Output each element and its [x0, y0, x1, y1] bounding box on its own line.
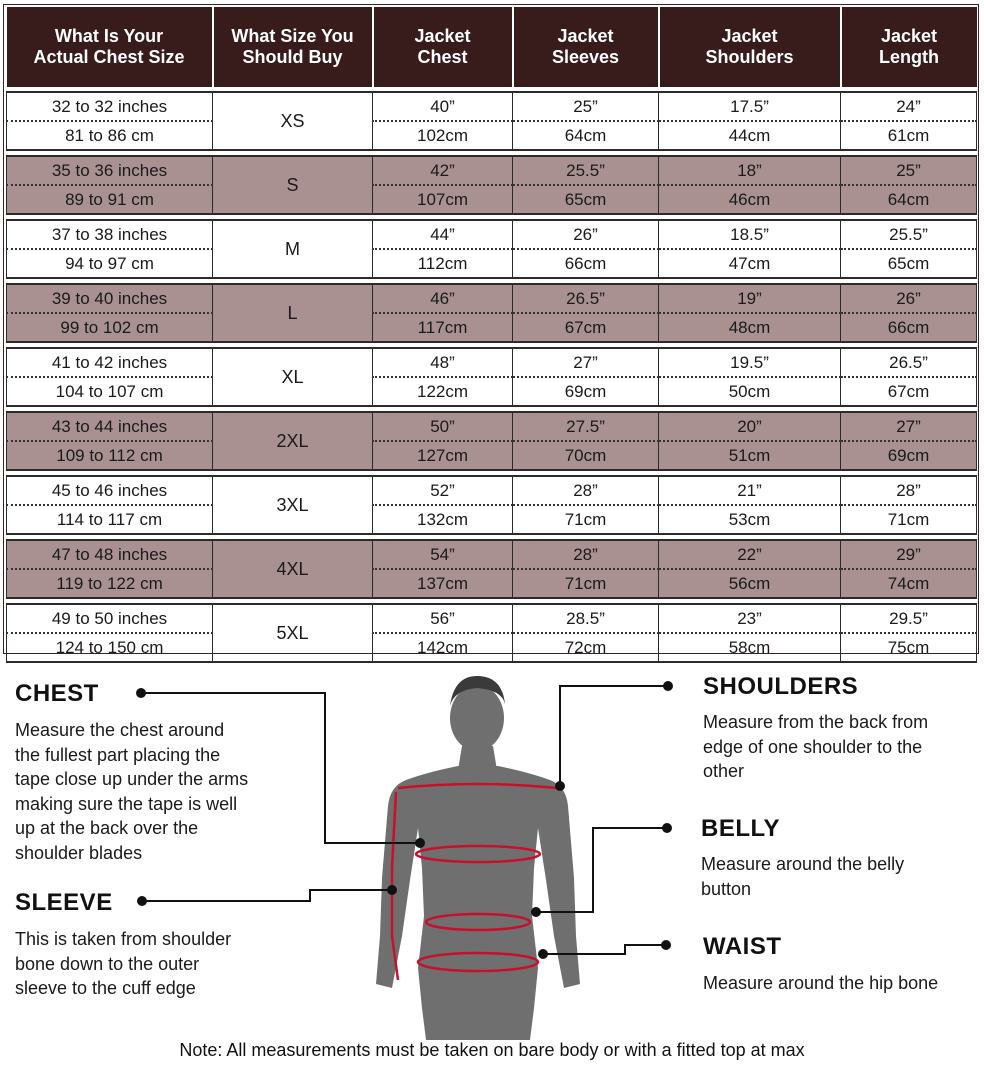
table-row-cm [7, 633, 977, 662]
waist-description: Measure around the hip bone [703, 973, 939, 993]
cell-length-inches: 26” [841, 284, 977, 313]
cell-jacket-chest-inches: 48” [373, 348, 513, 377]
belly-heading: BELLY [701, 815, 780, 842]
shoulders-heading: SHOULDERS [703, 673, 859, 700]
cell-shoulders-cm: 48cm [659, 313, 841, 342]
cell-jacket-chest-cm: 142cm [373, 633, 513, 662]
cell-shoulders-cm: 51cm [659, 441, 841, 470]
cell-actual-chest-inches: 35 to 36 inches [7, 156, 213, 185]
header-jacket-sleeves: Jacket Sleeves [513, 7, 659, 87]
cell-length-cm: 67cm [841, 377, 977, 406]
header-actual-chest: What Is Your Actual Chest Size [7, 7, 213, 87]
cell-jacket-chest-inches: 44” [373, 220, 513, 249]
cell-size: L [213, 284, 373, 342]
cell-jacket-chest-cm: 102cm [373, 121, 513, 150]
cell-actual-chest-inches: 37 to 38 inches [7, 220, 213, 249]
shoulders-description: Measure from the back from edge of one shoulder to the other [703, 712, 929, 781]
table-row-cm [7, 249, 977, 278]
cell-shoulders-inches: 21” [659, 476, 841, 505]
table-row [7, 604, 977, 633]
chest-description: Measure the chest around the fullest part placing the tape close up under the arms making sure the tape is well up at the back over the shoulder blades [15, 720, 249, 863]
cell-shoulders-inches: 22” [659, 540, 841, 569]
cell-actual-chest-cm: 109 to 112 cm [7, 441, 213, 470]
cell-size: 5XL [213, 604, 373, 662]
cell-sleeves-inches: 27” [513, 348, 659, 377]
cell-shoulders-inches: 18.5” [659, 220, 841, 249]
cell-jacket-chest-inches: 56” [373, 604, 513, 633]
cell-length-inches: 26.5” [841, 348, 977, 377]
cell-actual-chest-cm: 119 to 122 cm [7, 569, 213, 598]
sleeve-description: This is taken from shoulder bone down to the outer sleeve to the cuff edge [15, 929, 232, 998]
cell-jacket-chest-inches: 46” [373, 284, 513, 313]
cell-size: 4XL [213, 540, 373, 598]
cell-actual-chest-inches: 43 to 44 inches [7, 412, 213, 441]
cell-shoulders-cm: 47cm [659, 249, 841, 278]
cell-jacket-chest-cm: 122cm [373, 377, 513, 406]
cell-length-inches: 28” [841, 476, 977, 505]
table-row [7, 412, 977, 441]
cell-actual-chest-cm: 89 to 91 cm [7, 185, 213, 214]
table-row-cm [7, 569, 977, 598]
cell-sleeves-inches: 26” [513, 220, 659, 249]
cell-shoulders-cm: 50cm [659, 377, 841, 406]
cell-jacket-chest-cm: 112cm [373, 249, 513, 278]
cell-sleeves-inches: 25” [513, 92, 659, 121]
cell-length-cm: 75cm [841, 633, 977, 662]
cell-sleeves-cm: 67cm [513, 313, 659, 342]
table-row [7, 476, 977, 505]
cell-actual-chest-inches: 32 to 32 inches [7, 92, 213, 121]
cell-length-cm: 74cm [841, 569, 977, 598]
sleeve-heading: SLEEVE [15, 889, 113, 916]
table-row-cm [7, 313, 977, 342]
cell-actual-chest-inches: 49 to 50 inches [7, 604, 213, 633]
cell-jacket-chest-inches: 40” [373, 92, 513, 121]
cell-sleeves-inches: 28” [513, 476, 659, 505]
cell-actual-chest-cm: 114 to 117 cm [7, 505, 213, 534]
header-jacket-length: Jacket Length [841, 7, 977, 87]
cell-jacket-chest-cm: 137cm [373, 569, 513, 598]
table-row [7, 348, 977, 377]
cell-jacket-chest-cm: 127cm [373, 441, 513, 470]
cell-jacket-chest-inches: 52” [373, 476, 513, 505]
cell-sleeves-cm: 66cm [513, 249, 659, 278]
measurement-guide [0, 662, 984, 1065]
table-body [7, 87, 977, 662]
cell-actual-chest-inches: 41 to 42 inches [7, 348, 213, 377]
cell-sleeves-inches: 28” [513, 540, 659, 569]
cell-jacket-chest-cm: 107cm [373, 185, 513, 214]
table-row [7, 220, 977, 249]
cell-length-cm: 69cm [841, 441, 977, 470]
cell-sleeves-cm: 64cm [513, 121, 659, 150]
cell-sleeves-cm: 69cm [513, 377, 659, 406]
cell-shoulders-cm: 58cm [659, 633, 841, 662]
cell-length-inches: 29” [841, 540, 977, 569]
cell-shoulders-cm: 56cm [659, 569, 841, 598]
table-row [7, 92, 977, 121]
cell-size: S [213, 156, 373, 214]
waist-heading: WAIST [703, 933, 782, 960]
header-size-to-buy: What Size You Should Buy [213, 7, 373, 87]
cell-size: M [213, 220, 373, 278]
cell-length-cm: 61cm [841, 121, 977, 150]
cell-sleeves-cm: 71cm [513, 505, 659, 534]
size-chart-table [6, 7, 977, 663]
cell-size: 2XL [213, 412, 373, 470]
cell-size: 3XL [213, 476, 373, 534]
cell-shoulders-inches: 19” [659, 284, 841, 313]
cell-sleeves-inches: 28.5” [513, 604, 659, 633]
cell-shoulders-inches: 23” [659, 604, 841, 633]
cell-size: XS [213, 92, 373, 150]
cell-shoulders-inches: 17.5” [659, 92, 841, 121]
chest-heading: CHEST [15, 680, 99, 707]
cell-actual-chest-inches: 39 to 40 inches [7, 284, 213, 313]
cell-shoulders-inches: 20” [659, 412, 841, 441]
cell-shoulders-inches: 19.5” [659, 348, 841, 377]
cell-sleeves-inches: 27.5” [513, 412, 659, 441]
cell-jacket-chest-inches: 42” [373, 156, 513, 185]
cell-length-inches: 27” [841, 412, 977, 441]
cell-actual-chest-cm: 104 to 107 cm [7, 377, 213, 406]
cell-actual-chest-cm: 81 to 86 cm [7, 121, 213, 150]
cell-length-cm: 65cm [841, 249, 977, 278]
table-row [7, 540, 977, 569]
cell-sleeves-inches: 25.5” [513, 156, 659, 185]
cell-jacket-chest-inches: 50” [373, 412, 513, 441]
measurement-note: Note: All measurements must be taken on bare body or with a fitted top at max [179, 1040, 805, 1060]
table-row [7, 156, 977, 185]
cell-shoulders-cm: 46cm [659, 185, 841, 214]
table-row-cm [7, 377, 977, 406]
cell-length-inches: 24” [841, 92, 977, 121]
cell-length-cm: 66cm [841, 313, 977, 342]
cell-size: XL [213, 348, 373, 406]
cell-sleeves-cm: 70cm [513, 441, 659, 470]
belly-description: Measure around the belly button [701, 854, 905, 899]
table-row-cm [7, 121, 977, 150]
cell-jacket-chest-inches: 54” [373, 540, 513, 569]
cell-length-inches: 25” [841, 156, 977, 185]
cell-length-inches: 29.5” [841, 604, 977, 633]
cell-jacket-chest-cm: 132cm [373, 505, 513, 534]
table-row [7, 284, 977, 313]
cell-actual-chest-inches: 45 to 46 inches [7, 476, 213, 505]
cell-shoulders-inches: 18” [659, 156, 841, 185]
header-jacket-chest: Jacket Chest [373, 7, 513, 87]
table-row-cm [7, 185, 977, 214]
cell-sleeves-cm: 72cm [513, 633, 659, 662]
cell-actual-chest-cm: 124 to 150 cm [7, 633, 213, 662]
cell-actual-chest-cm: 94 to 97 cm [7, 249, 213, 278]
cell-length-cm: 64cm [841, 185, 977, 214]
cell-actual-chest-inches: 47 to 48 inches [7, 540, 213, 569]
cell-length-inches: 25.5” [841, 220, 977, 249]
cell-shoulders-cm: 44cm [659, 121, 841, 150]
cell-actual-chest-cm: 99 to 102 cm [7, 313, 213, 342]
cell-sleeves-cm: 65cm [513, 185, 659, 214]
cell-sleeves-cm: 71cm [513, 569, 659, 598]
table-row-cm [7, 505, 977, 534]
cell-jacket-chest-cm: 117cm [373, 313, 513, 342]
header-jacket-shoulders: Jacket Shoulders [659, 7, 841, 87]
table-header-row [7, 7, 977, 87]
cell-sleeves-inches: 26.5” [513, 284, 659, 313]
table-row-cm [7, 441, 977, 470]
cell-shoulders-cm: 53cm [659, 505, 841, 534]
size-chart-table-frame [3, 4, 979, 657]
cell-length-cm: 71cm [841, 505, 977, 534]
